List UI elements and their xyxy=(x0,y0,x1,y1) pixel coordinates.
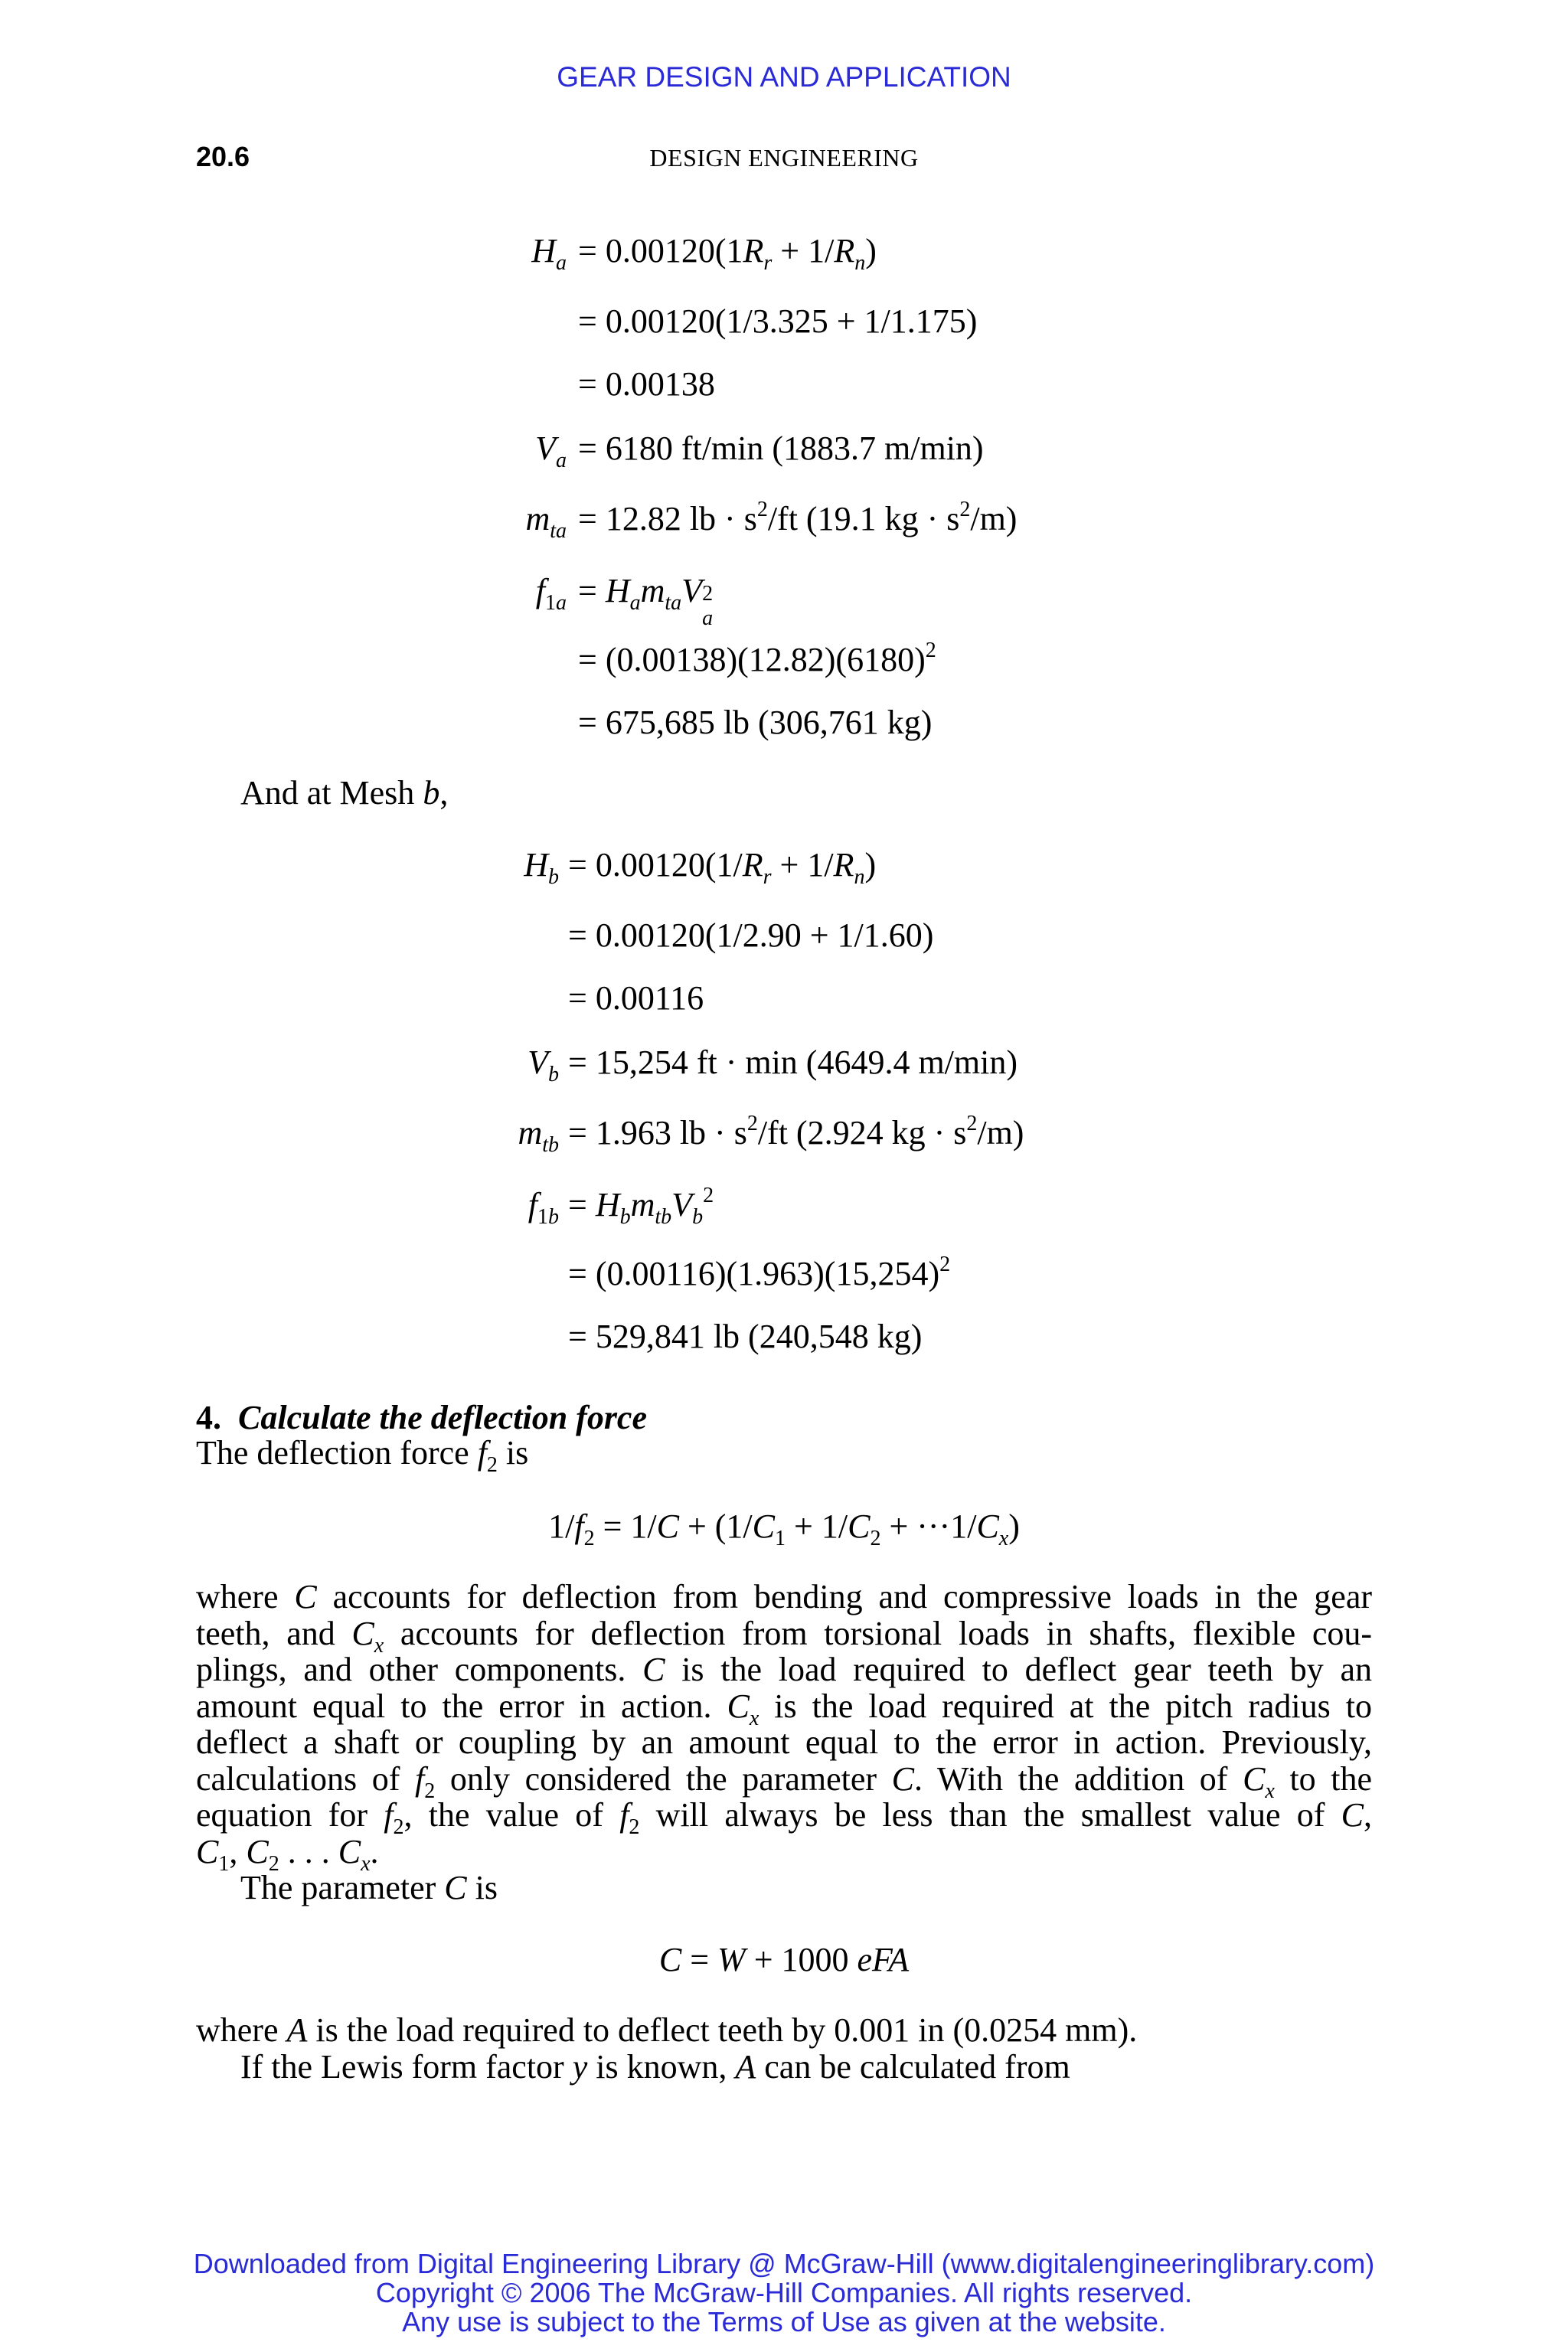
paragraph-line: equation for $f_2$, the value of $f_2$ will always be less than the smallest value of C, xyxy=(196,1796,1372,1839)
mesh-b-intro: And at Mesh b, xyxy=(240,774,449,812)
equation-rhs: = 6180 ft/min (1883.7 m/min) xyxy=(578,430,984,467)
footer-download-line[interactable]: Downloaded from Digital Engineering Library @ McGraw-Hill (www.digitalengineeringlibrary.com) xyxy=(193,2248,1375,2279)
explanation-paragraph xyxy=(196,1578,1373,1876)
paragraph-line: teeth, and $C_x$ accounts for deflection from torsional loads in shafts, flexible cou- xyxy=(196,1614,1372,1658)
section-title: Calculate the deflection force xyxy=(238,1399,647,1436)
equation-rhs: = 0.00138 xyxy=(578,365,715,403)
equation-lhs: $f_{1b}$ xyxy=(528,1186,559,1229)
page-number: 20.6 xyxy=(196,141,250,172)
footer-copyright-line: Copyright © 2006 The McGraw-Hill Companies. All rights reserved. xyxy=(375,2277,1193,2308)
paragraph-line: calculations of $f_2$ only considered the parameter C. With the addition of $C_x$ to the xyxy=(196,1759,1373,1803)
footer-terms-line: Any use is subject to the Terms of Use as given at the website. xyxy=(402,2306,1166,2337)
paragraph-line: plings, and other components. C is the load required to deflect gear teeth by an xyxy=(196,1651,1372,1688)
source-title: GEAR DESIGN AND APPLICATION xyxy=(557,61,1011,93)
equation-rhs: = $H_bm_{tb}V_b^2$ xyxy=(568,1184,714,1229)
paragraph-line: amount equal to the error in action. $C_x$ is the load required at the pitch radius to xyxy=(196,1687,1372,1730)
parameter-intro: The parameter C is xyxy=(240,1869,498,1906)
equation-rhs: = 0.00116 xyxy=(568,979,704,1017)
paragraph-line: $C_1$, $C_2$ . . . $C_x$. xyxy=(196,1832,379,1876)
equation-rhs: = 15,254 ft · min (4649.4 m/min) xyxy=(568,1044,1018,1081)
equation-lhs: $f_{1a}$ xyxy=(535,572,567,615)
paragraph-line: where C accounts for deflection from bending and compressive loads in the gear xyxy=(196,1578,1373,1615)
section-heading xyxy=(196,1398,647,1437)
equation-lhs: $H_a$ xyxy=(531,232,567,275)
deflection-intro: The deflection force $f_2$ is xyxy=(196,1434,529,1477)
equation-rhs: = 0.00120(1/3.325 + 1/1.175) xyxy=(578,302,978,340)
equation-rhs: = $(0.00138)(12.82)(6180)^2$ xyxy=(578,639,936,678)
equation-rhs: = $H_am_{ta}V$ 2 a xyxy=(578,572,714,630)
equation-rhs: = $0.00120(1/R_r + 1/R_n)$ xyxy=(568,846,877,889)
equation-rhs: = $0.00120(1R_r + 1/R_n)$ xyxy=(578,232,877,275)
running-head: DESIGN ENGINEERING xyxy=(649,144,919,172)
equation-rhs: = 529,841 lb (240,548 kg) xyxy=(568,1318,923,1355)
equation-rhs: = 675,685 lb (306,761 kg) xyxy=(578,704,933,741)
equation-rhs: = 1.963 lb · $s^2/ft$ (2.924 kg · $s^2/m$) xyxy=(568,1112,1024,1152)
c-equation: C = W + 1000 eFA xyxy=(658,1941,910,1978)
where-a-text: where A is the load required to deflect teeth by 0.001 in (0.0254 mm). xyxy=(196,2011,1138,2049)
equation-lhs: $m_{tb}$ xyxy=(518,1114,559,1157)
lewis-text: If the Lewis form factor y is known, A can be calculated from xyxy=(240,2048,1070,2086)
equation-lhs: $V_a$ xyxy=(535,430,567,472)
equation-lhs: $H_b$ xyxy=(524,846,559,889)
equation-rhs: = 0.00120(1/2.90 + 1/1.60) xyxy=(568,916,934,954)
deflection-equation: $1/f_2 = 1/C + (1/C_1 + 1/C_2 + \cdot\cdot\cdot 1/C_x)$ xyxy=(548,1508,1020,1550)
section-number: 4. xyxy=(196,1399,221,1436)
equation-lhs: $m_{ta}$ xyxy=(525,500,567,543)
equation-rhs: = 12.82 lb · $s^2/ft$ (19.1 kg · $s^2/m$) xyxy=(578,498,1018,537)
equation-lhs: $V_b$ xyxy=(528,1044,559,1086)
paragraph-line: deflect a shaft or coupling by an amount equal to the error in action. Previously, xyxy=(196,1723,1372,1761)
equation-rhs: = $(0.00116)(1.963)(15,254)^2$ xyxy=(568,1253,951,1292)
